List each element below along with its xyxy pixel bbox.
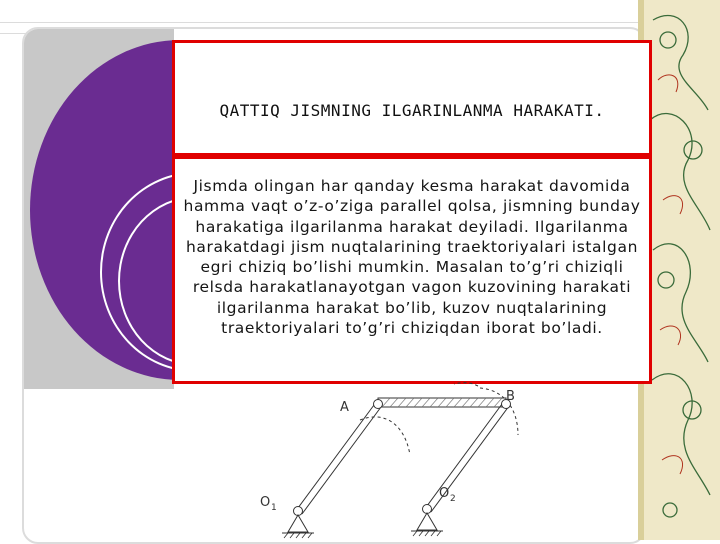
label-a: A — [340, 400, 349, 415]
body-box — [172, 156, 652, 384]
crank-o2b-left — [424, 404, 502, 510]
mechanism-diagram — [240, 380, 540, 540]
support-o1 — [288, 515, 308, 532]
title-box — [172, 40, 652, 156]
label-o2: O — [439, 486, 450, 501]
label-b: B — [506, 389, 515, 404]
label-o2-sub: 2 — [450, 494, 456, 504]
body-text: Jismda olingan har qanday kesma harakat davomida hamma vaqt o’z-o’ziga parallel qolsa, jismning bunday harakatiga ilgarilanma harakat deyiladi. Ilgarilanma harakatdagi jism nuqtalarining traektoriyalari istalgan egri chiziq bo’lishi mumkin. Masalan to’g’ri chiziqli relsda harakatlanayotgan vagon kuzovining harakati ilgarilanma harakat bo’lib, kuzov nuqtalarining traektoriyalari to’g’ri chiziqdan iborat bo’ladi. — [183, 177, 641, 338]
label-o1-sub: 1 — [271, 503, 277, 513]
joint-a — [374, 400, 383, 409]
slide-title: QATTIQ JISMNING ILGARINLANMA HARAKATI. — [219, 101, 605, 120]
crank-o1a-left — [295, 405, 374, 512]
label-o1: O — [260, 495, 271, 510]
support-o2 — [417, 513, 437, 530]
crank-o1a-right — [302, 407, 381, 514]
